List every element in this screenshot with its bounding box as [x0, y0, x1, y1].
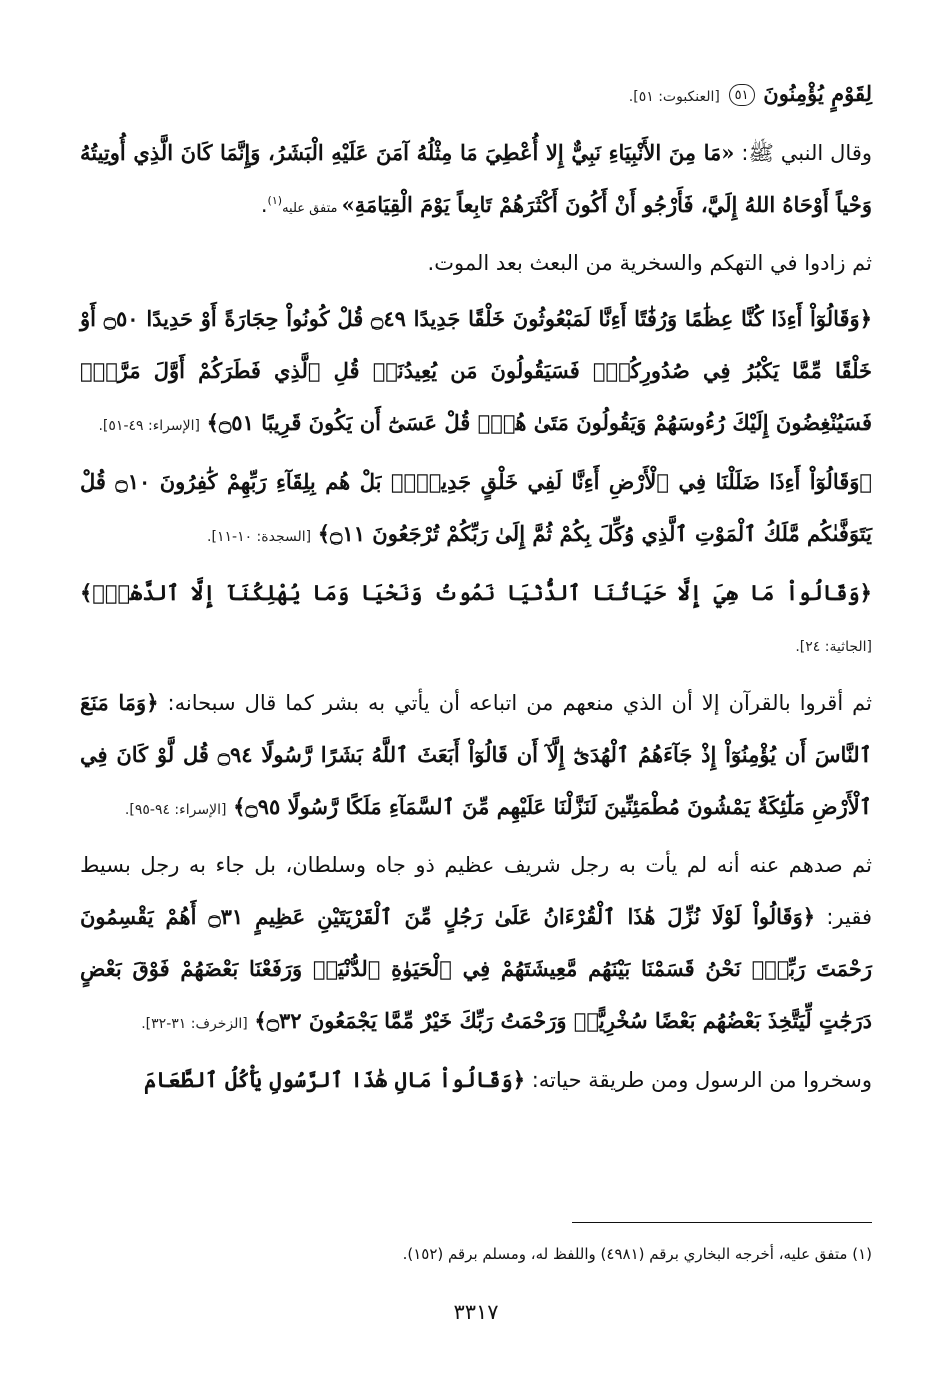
- footnote: (١) متفق عليه، أخرجه البخاري برقم (٤٩٨١) واللفظ له، ومسلم برقم (١٥٢).: [402, 1245, 872, 1263]
- paragraph-ankabut-end: [80, 68, 872, 123]
- quran-reference: [العنكبوت: ٥١].: [628, 89, 720, 105]
- paragraph-isra-49-51: [80, 293, 872, 452]
- paragraph-isra-94-95: [80, 677, 872, 836]
- hadith-text: «مَا مِنَ الأَنْبِيَاءِ نَبِيٌّ إِلا أُعْطِيَ مَا مِثْلُهُ آمَنَ عَلَيْهِ الْبَشَرُ، وَإِنَّمَا كَانَ الَّذِي أُوتِيتُهُ وَحْياً أَوْحَاهُ اللهُ إِلَيَّ، فَأَرْجُو أَنْ أَكُونَ أَكْثَرَهُمْ تَابِعاً يَوْمَ الْقِيَامَةِ»: [80, 140, 872, 217]
- quran-verse: ﴿وَقَالُوٓاْ أَءِذَا ضَلَلْنَا فِي ٱلْأَرْضِ أَءِنَّا لَفِي خَلْقٍ جَدِيدٍۭۚ بَلْ هُم بِلِقَآءِ رَبِّهِمْ كَٰفِرُونَ ۝١٠ قُلْ يَتَوَفَّىٰكُم مَّلَكُ ٱلْمَوْتِ ٱلَّذِي وُكِّلَ بِكُمْ ثُمَّ إِلَىٰ رَبِّكُمْ تُرْجَعُونَ ۝١١﴾: [80, 469, 872, 546]
- paragraph-hadith: [80, 127, 872, 234]
- quran-verse: ﴿وَقَالُواْ مَا هِيَ إِلَّا حَيَاتُنَا ٱلدُّنْيَا نَمُوتُ وَنَحْيَا وَمَا يُهْلِكُنَآ إِلَّا ٱلدَّهْرُۚ﴾: [80, 580, 872, 605]
- quran-verse: ﴿وَمَا مَنَعَ ٱلنَّاسَ أَن يُؤْمِنُوٓاْ إِذْ جَآءَهُمُ ٱلْهُدَىٰٓ إِلَّآ أَن قَالُوٓاْ أَبَعَثَ ٱللَّهُ بَشَرًا رَّسُولًا ۝٩٤ قُل لَّوْ كَانَ فِي ٱلْأَرْضِ مَلَٰٓئِكَةٌ يَمْشُونَ مُطْمَئِنِّينَ لَنَزَّلْنَا عَلَيْهِم مِّنَ ٱلسَّمَآءِ مَلَكًا رَّسُولًا ۝٩٥﴾: [80, 690, 872, 819]
- quran-verse: لِقَوْمٍ يُؤْمِنُونَ: [763, 81, 872, 106]
- quran-reference: [الإسراء: ٤٩-٥١].: [98, 418, 200, 434]
- main-text: [80, 68, 872, 1106]
- page-number: ٣٣١٧: [453, 1300, 499, 1324]
- quran-verse: ﴿وَقَالُواْ لَوْلَا نُزِّلَ هَٰذَا ٱلْقُرْءَانُ عَلَىٰ رَجُلٍ مِّنَ ٱلْقَرْيَتَيْنِ عَظِيمٍ ۝٣١ أَهُمْ يَقْسِمُونَ رَحْمَتَ رَبِّكَۚ نَحْنُ قَسَمْنَا بَيْنَهُم مَّعِيشَتَهُمْ فِي ٱلْحَيَوٰةِ ٱلدُّنْيَاۚ وَرَفَعْنَا بَعْضَهُمْ فَوْقَ بَعْضٍ دَرَجَٰتٍ لِّيَتَّخِذَ بَعْضُهُم بَعْضًا سُخْرِيًّاۗ وَرَحْمَتُ رَبِّكَ خَيْرٌ مِّمَّا يَجْمَعُونَ ۝٣٢﴾: [80, 904, 872, 1033]
- paragraph-sajda-10-11: [80, 456, 872, 563]
- paragraph-text: ثم زادوا في التهكم والسخرية من البعث بعد الموت.: [427, 251, 872, 275]
- hadith-source: متفق عليه: [282, 201, 342, 216]
- sentence-end: .: [260, 193, 268, 217]
- footnote-divider: [572, 1222, 872, 1223]
- paragraph-zukhruf-31-32: [80, 840, 872, 1050]
- quran-reference: [الإسراء: ٩٤-٩٥].: [124, 802, 227, 818]
- quran-verse: ﴿وَقَالُوٓاْ أَءِذَا كُنَّا عِظَٰمًا وَرُفَٰتًا أَءِنَّا لَمَبْعُوثُونَ خَلْقًا جَدِيدًا ۝٤٩ قُلْ كُونُواْ حِجَارَةً أَوْ حَدِيدًا ۝٥٠ أَوْ خَلْقًا مِّمَّا يَكْبُرُ فِي صُدُورِكُمْۚ فَسَيَقُولُونَ مَن يُعِيدُنَاۖ قُلِ ٱلَّذِي فَطَرَكُمْ أَوَّلَ مَرَّةٍۚ فَسَيُنْغِضُونَ إِلَيْكَ رُءُوسَهُمْ وَيَقُولُونَ مَتَىٰ هُوَۖ قُلْ عَسَىٰٓ أَن يَكُونَ قَرِيبًا ۝٥١﴾: [80, 306, 873, 435]
- paragraph-text: وسخروا من الرسول ومن طريقة حياته:: [525, 1068, 872, 1092]
- quran-reference: [الزخرف: ٣١-٣٢].: [141, 1016, 248, 1032]
- quran-reference: [الجاثية: ٢٤].: [795, 639, 872, 655]
- paragraph-text: وقال النبي ﷺ:: [734, 141, 873, 165]
- quran-verse: ﴿وَقَالُواْ مَالِ هَٰذَا ٱلرَّسُولِ يَأْكُلُ ٱلطَّعَامَ: [143, 1067, 526, 1092]
- paragraph-mockery: [80, 238, 872, 289]
- quran-reference: [السجدة: ١٠-١١].: [207, 529, 312, 545]
- paragraph-text: ثم أقروا بالقرآن إلا أن الذي منعهم من اتباعه أن يأتي به بشر كما قال سبحانه:: [158, 691, 872, 715]
- paragraph-messenger-mockery: [80, 1054, 872, 1106]
- footnote-marker: (١): [267, 194, 283, 207]
- verse-number-marker: ٥١: [729, 84, 755, 106]
- paragraph-jathiya-24: [80, 567, 872, 673]
- paragraph-text: ثم صدهم عنه أنه لم يأت به رجل شريف عظيم ذو جاه وسلطان، بل جاء به رجل بسيط فقير:: [80, 853, 872, 929]
